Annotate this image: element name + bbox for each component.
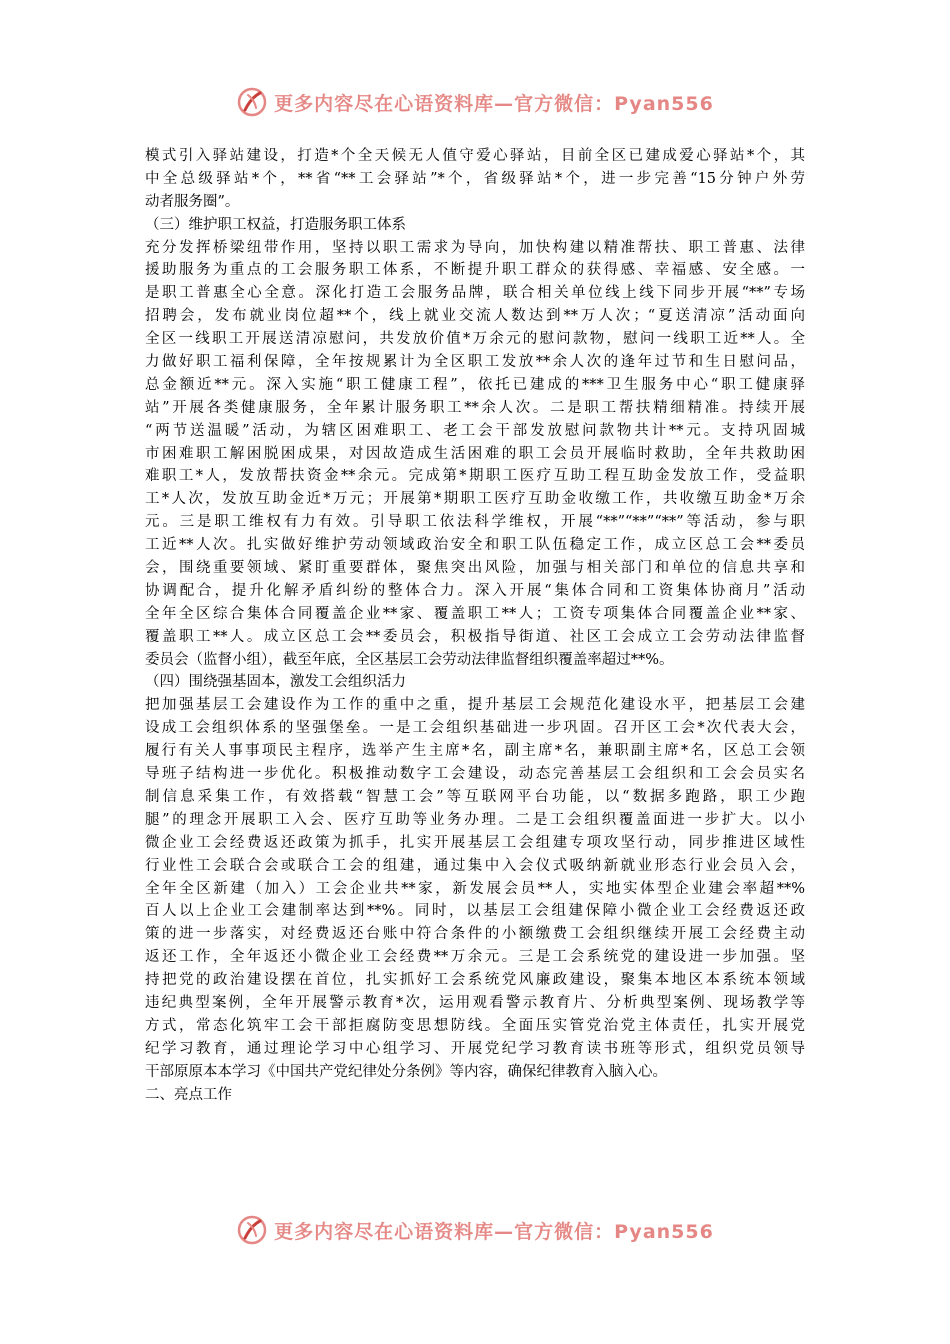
footer-banner xyxy=(0,1210,950,1250)
text-line: 难职工*人，发放帮扶资金**余元。完成第*期职工医疗互助工程互助金发放工作，受益职 xyxy=(145,468,805,485)
ribbon-logo-icon xyxy=(236,1214,268,1246)
header-banner xyxy=(0,82,950,122)
ribbon-logo-icon xyxy=(236,86,268,118)
text-line: 违纪典型案例，全年开展警示教育*次，运用观看警示教育片、分析典型案例、现场教学等 xyxy=(145,994,805,1011)
text-line: 纪学习教育，通过理论学习中心组学习、开展党纪学习教育读书班等形式，组织党员领导 xyxy=(145,1040,805,1057)
text-line: 腿”的理念开展职工入会、医疗互助等业务办理。二是工会组织覆盖面进一步扩大。以小 xyxy=(145,811,805,828)
banner-text: 更多内容尽在心语资料库—官方微信：Pyan556 xyxy=(274,1220,714,1243)
text-line: 全年全区新建（加入）工会企业共**家，新发展会员**人，实地实体型企业建会率超**% xyxy=(145,880,805,897)
text-line: 微企业工会经费返还政策为抓手，扎实开展基层工会组建专项攻坚行动，同步推进区域性 xyxy=(145,834,805,851)
text-line: 百人以上企业工会建制率达到**%。同时，以基层工会组建保障小微企业工会经费返还政 xyxy=(145,903,805,920)
text-line: 干部原原本本学习《中国共产党纪律处分条例》等内容，确保纪律教育入脑入心。 xyxy=(145,1063,667,1080)
text-line: 充分发挥桥梁纽带作用，坚持以职工需求为导向，加快构建以精准帮扶、职工普惠、法律 xyxy=(145,239,805,256)
document-body xyxy=(145,145,805,1106)
text-line: 会，围绕重要领域、紧盯重要群体，聚焦突出风险，加强与相关部门和单位的信息共享和 xyxy=(145,560,805,577)
text-line: 全年全区综合集体合同覆盖企业**家、覆盖职工**人；工资专项集体合同覆盖企业**家、 xyxy=(145,605,805,622)
text-line: 制信息采集工作，有效搭载“智慧工会”等互联网平台功能，以“数据多跑路，职工少跑 xyxy=(145,788,805,805)
text-line: 二、亮点工作 xyxy=(145,1086,232,1103)
text-line: （四）围绕强基固本，激发工会组织活力 xyxy=(145,674,406,691)
text-line: 方式，常态化筑牢工会干部拒腐防变思想防线。全面压实管党治党主体责任，扎实开展党 xyxy=(145,1017,805,1034)
text-line: 把加强基层工会建设作为工作的重中之重，提升基层工会规范化建设水平，把基层工会建 xyxy=(145,697,805,714)
text-line: 援助服务为重点的工会服务职工体系，不断提升职工群众的获得感、幸福感、安全感。一 xyxy=(145,262,805,279)
text-line: 模式引入驿站建设，打造*个全天候无人值守爱心驿站，目前全区已建成爱心驿站*个，其 xyxy=(145,148,805,164)
text-line: 导班子结构进一步优化。积极推动数字工会建设，动态完善基层工会组织和工会会员实名 xyxy=(145,766,805,783)
text-line: 履行有关人事事项民主程序，选举产生主席*名，副主席*名，兼职副主席*名，区总工会领 xyxy=(145,743,805,760)
text-line: 元。三是职工维权有力有效。引导职工依法科学维权，开展“**”“**”“**”等活动，参与职 xyxy=(145,514,805,531)
text-line: 站”开展各类健康服务，全年累计服务职工**余人次。二是职工帮扶精细精准。持续开展 xyxy=(145,399,805,416)
text-line: 委员会（监督小组），截至年底，全区基层工会劳动法律监督组织覆盖率超过**%。 xyxy=(145,651,674,668)
text-line: 全区一线职工开展送清凉慰问，共发放价值*万余元的慰问款物，慰问一线职工近**人。全 xyxy=(145,331,805,348)
text-line: 协调配合，提升化解矛盾纠纷的整体合力。深入开展“集体合同和工资集体协商月”活动 xyxy=(145,582,805,599)
text-line: 动者服务圈”。 xyxy=(145,193,240,210)
text-line: 市困难职工解困脱困成果，对因故造成生活困难的职工会员开展临时救助，全年共救助困 xyxy=(145,445,805,462)
text-line: 招聘会，发布就业岗位超**个，线上就业交流人数达到**万人次；“夏送清凉”活动面向 xyxy=(145,308,805,325)
text-line: 策的进一步落实，对经费返还台账中符合条件的小额缴费工会组织继续开展工会经费主动 xyxy=(145,926,805,943)
text-line: 总金额近**元。深入实施“职工健康工程”，依托已建成的***卫生服务中心“职工健康驿 xyxy=(145,376,805,393)
text-line: 是职工普惠全心全意。深化打造工会服务品牌，联合相关单位线上线下同步开展“**”专场 xyxy=(145,285,805,302)
text-line: “两节送温暖”活动，为辖区困难职工、老工会干部发放慰问款物共计**元。支持巩固城 xyxy=(145,422,805,439)
banner-text: 更多内容尽在心语资料库—官方微信：Pyan556 xyxy=(274,92,714,115)
text-line: （三）维护职工权益，打造服务职工体系 xyxy=(145,216,406,233)
text-line: 工近**人次。扎实做好维护劳动领域政治安全和职工队伍稳定工作，成立区总工会**委员 xyxy=(145,537,805,554)
text-line: 力做好职工福利保障，全年按规累计为全区职工发放**余人次的逢年过节和生日慰问品， xyxy=(145,354,805,371)
text-line: 中全总级驿站*个，**省“**工会驿站”*个，省级驿站*个，进一步完善“15分钟户外劳 xyxy=(145,170,805,187)
text-line: 行业性工会联合会或联合工会的组建，通过集中入会仪式吸纳新就业形态行业会员入会， xyxy=(145,857,805,874)
text-line: 工*人次，发放互助金近*万元；开展第*期职工医疗互助金收缴工作，共收缴互助金*万余 xyxy=(145,491,805,508)
text-line: 设成工会组织体系的坚强堡垒。一是工会组织基础进一步巩固。召开区工会*次代表大会， xyxy=(145,720,805,737)
text-line: 持把党的政治建设摆在首位，扎实抓好工会系统党风廉政建设，聚集本地区本系统本领域 xyxy=(145,972,805,989)
text-line: 返还工作，全年返还小微企业工会经费**万余元。三是工会系统党的建设进一步加强。坚 xyxy=(145,949,805,966)
text-line: 覆盖职工**人。成立区总工会**委员会，积极指导街道、社区工会成立工会劳动法律监督 xyxy=(145,628,805,645)
